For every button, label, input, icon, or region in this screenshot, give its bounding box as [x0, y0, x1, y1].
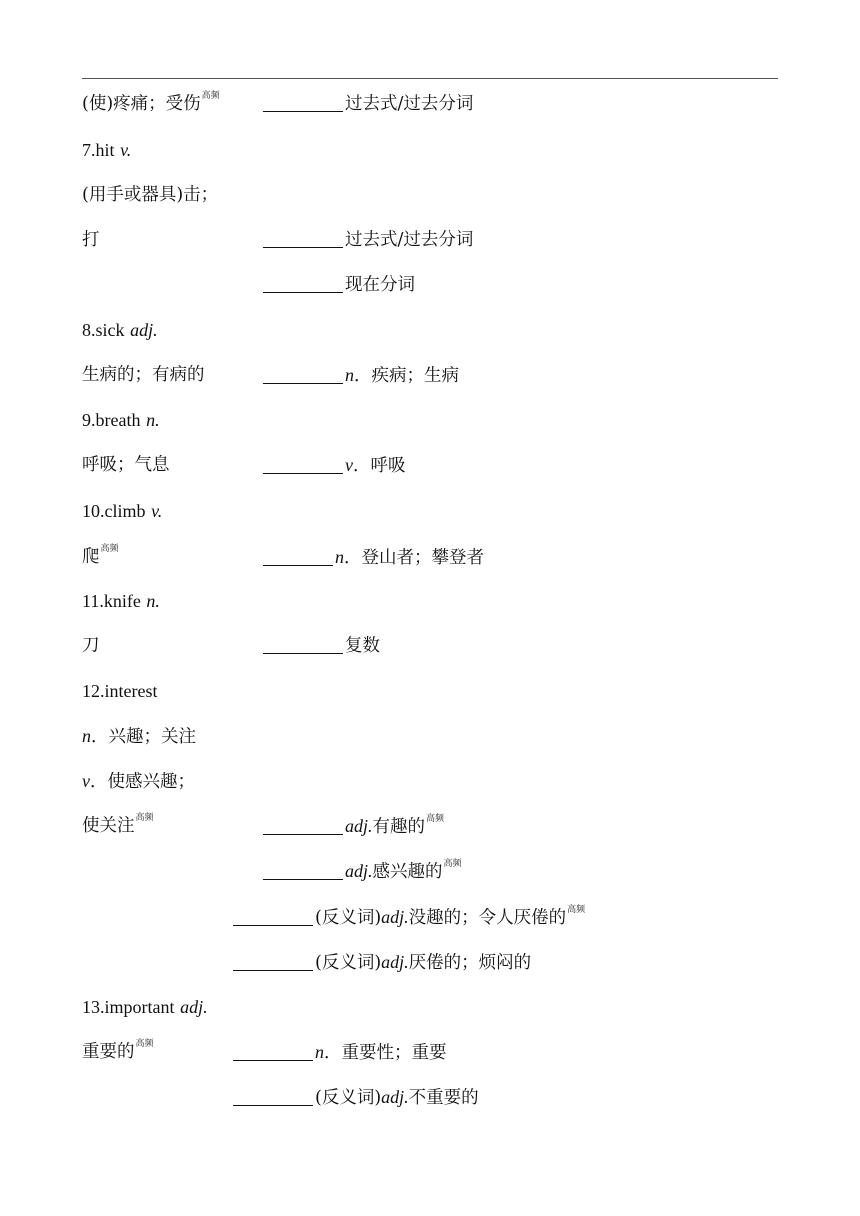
entry-11-headword: 11.knife n.: [82, 591, 160, 611]
entry-10-headword: 10.climb v.: [82, 501, 163, 521]
entry-13-meaning: 重要的$^{高频}$: [82, 1039, 154, 1062]
entry-12-form-4: (反义词)adj.厌倦的；烦闷的: [233, 951, 531, 974]
answer-blank[interactable]: [233, 952, 313, 971]
entry-12-meaning-3: 使关注$^{高频}$: [82, 813, 154, 836]
high-frequency-mark: 高频: [135, 813, 154, 823]
answer-blank[interactable]: [263, 229, 343, 248]
entry-12-headword: 12.interest: [82, 681, 158, 701]
entry-12-meaning-2: v．使感兴趣；: [82, 771, 195, 792]
entry-11-form-1: 复数: [263, 635, 380, 657]
entry-6-meaning: (使)疼痛；受伤$^{高频}$: [82, 91, 220, 114]
entry-9-headword: 9.breath n.: [82, 410, 160, 430]
answer-blank[interactable]: [263, 861, 343, 880]
header-rule: [82, 78, 778, 79]
entry-6-form-1: 过去式/过去分词: [263, 93, 473, 115]
entry-12-meaning-1: n．兴趣；关注: [82, 726, 196, 747]
entry-8-headword: 8.sick adj.: [82, 320, 158, 340]
answer-blank[interactable]: [233, 1087, 313, 1106]
entry-9-meaning: 呼吸；气息: [82, 455, 170, 475]
answer-blank[interactable]: [233, 907, 313, 926]
answer-blank[interactable]: [263, 635, 343, 654]
high-frequency-mark: 高频: [426, 814, 445, 824]
high-frequency-mark: 高频: [201, 91, 220, 101]
entry-7-headword: 7.hit v.: [82, 140, 132, 160]
entry-11-meaning: 刀: [82, 636, 100, 656]
entry-12-form-3: (反义词)adj.没趣的；令人厌倦的$^{高频}$: [233, 906, 585, 932]
entry-10-form-1: n．登山者；攀登者: [263, 546, 484, 569]
high-frequency-mark: 高频: [100, 544, 119, 554]
entry-7-meaning-2: 打: [82, 230, 100, 250]
answer-blank[interactable]: [263, 455, 343, 474]
entry-13-form-2: (反义词)adj.不重要的: [233, 1086, 479, 1109]
entry-13-headword: 13.important adj.: [82, 997, 208, 1017]
answer-blank[interactable]: [263, 365, 343, 384]
answer-blank[interactable]: [233, 1042, 313, 1061]
entry-7-form-1: 过去式/过去分词: [263, 229, 473, 251]
answer-blank[interactable]: [263, 274, 343, 293]
entry-12-form-2: adj.感兴趣的$^{高频}$: [263, 860, 462, 886]
answer-blank[interactable]: [263, 816, 343, 835]
entry-13-form-1: n．重要性；重要: [233, 1041, 447, 1064]
answer-blank[interactable]: [263, 547, 333, 566]
high-frequency-mark: 高频: [135, 1039, 154, 1049]
entry-8-form-1: n．疾病；生病: [263, 364, 459, 387]
answer-blank[interactable]: [263, 93, 343, 112]
entry-8-meaning: 生病的；有病的: [82, 365, 205, 385]
entry-9-form-1: v．呼吸: [263, 454, 406, 477]
entry-7-meaning-1: (用手或器具)击；: [82, 185, 219, 205]
high-frequency-mark: 高频: [443, 859, 462, 869]
entry-10-meaning: 爬$^{高频}$: [82, 544, 119, 567]
entry-7-form-2: 现在分词: [263, 274, 415, 296]
high-frequency-mark: 高频: [567, 905, 586, 915]
entry-12-form-1: adj.有趣的$^{高频}$: [263, 815, 444, 841]
